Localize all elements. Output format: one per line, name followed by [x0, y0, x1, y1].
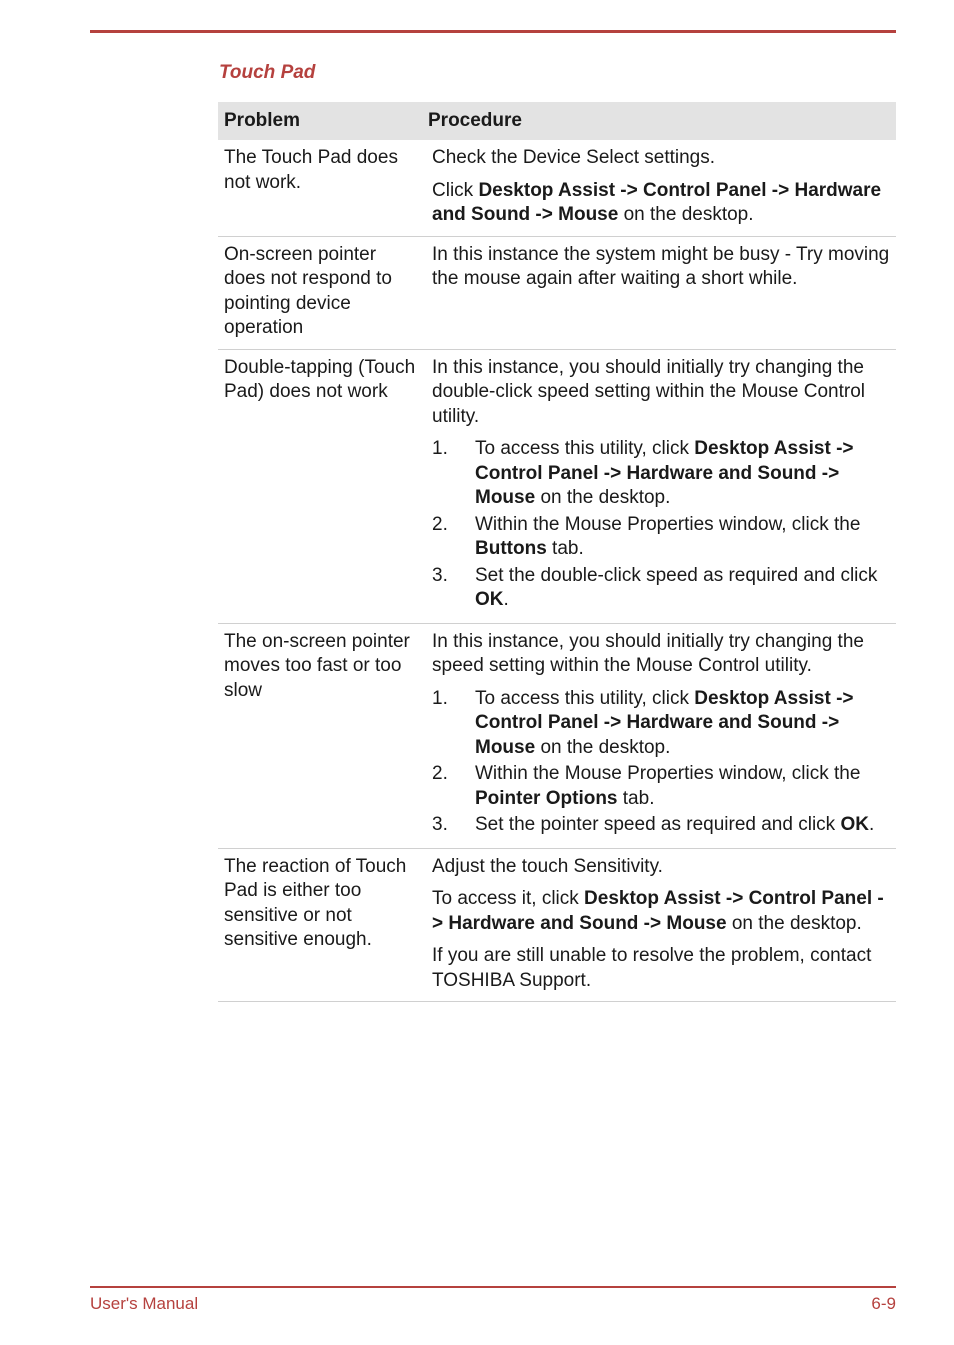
- footer-page-number: 6-9: [871, 1294, 896, 1313]
- header-procedure: Procedure: [422, 102, 896, 140]
- procedure-cell: [422, 623, 896, 848]
- procedure-text: If you are still unable to resolve the problem, contact TOSHIBA Support.: [432, 945, 872, 991]
- procedure-cell: [422, 236, 896, 349]
- text-run: Set the pointer speed as required and click: [475, 814, 841, 835]
- procedure-text: Check the Device Select settings.: [432, 147, 716, 168]
- section-title: Touch Pad: [219, 62, 316, 83]
- procedure-text: In this instance, you should initially try changing the double-click speed setting within the Mouse Control utility.: [432, 356, 866, 427]
- table-header-row: [218, 102, 896, 140]
- menu-path: Desktop Assist -> Control Panel -> Hardware and Sound -> Mouse: [432, 888, 884, 934]
- step-number: 3.: [432, 814, 448, 835]
- table-row: [218, 848, 896, 1002]
- text-run: on the desktop.: [726, 912, 862, 934]
- problem-cell: The Touch Pad does not work.: [218, 140, 422, 236]
- procedure-cell: [422, 848, 896, 1002]
- tab-name: Pointer Options: [475, 787, 618, 809]
- text-run: .: [503, 589, 509, 610]
- step-number: 1.: [432, 687, 448, 709]
- step-item: [432, 564, 892, 613]
- text-run: tab.: [546, 538, 584, 559]
- problem-cell: Double-tapping (Touch Pad) does not work: [218, 349, 422, 623]
- tab-name: Buttons: [475, 538, 547, 559]
- problem-cell: The on-screen pointer moves too fast or too slow: [218, 623, 422, 848]
- troubleshooting-table: [218, 102, 896, 1002]
- step-number: 2.: [432, 763, 448, 784]
- footer-manual-title: User's Manual: [90, 1294, 199, 1313]
- text-run: Within the Mouse Properties window, click the: [475, 763, 861, 784]
- bottom-rule: [90, 1286, 896, 1288]
- button-name: OK: [840, 814, 869, 835]
- problem-cell: On-screen pointer does not respond to pointing device operation: [218, 236, 422, 349]
- step-item: [432, 813, 892, 838]
- text-run: on the desktop.: [535, 736, 671, 758]
- menu-path: Desktop Assist -> Control Panel -> Hardware and Sound -> Mouse: [432, 179, 882, 225]
- text-run: To access this utility, click: [475, 687, 695, 709]
- step-item: [432, 437, 892, 511]
- problem-cell: The reaction of Touch Pad is either too sensitive or not sensitive enough.: [218, 848, 422, 1002]
- button-name: OK: [475, 589, 504, 610]
- text-run: Click: [432, 179, 479, 201]
- menu-path: Desktop Assist -> Control Panel -> Hardware and Sound -> Mouse: [475, 687, 854, 758]
- text-run: To access it, click: [432, 888, 585, 909]
- text-run: To access this utility, click: [475, 438, 695, 459]
- table-row: [218, 236, 896, 349]
- text-run: on the desktop.: [535, 487, 671, 508]
- text-run: tab.: [617, 787, 655, 809]
- procedure-text: In this instance the system might be busy - Try moving the mouse again after waiting a short while.: [432, 243, 890, 289]
- step-number: 3.: [432, 564, 448, 586]
- step-item: [432, 687, 892, 761]
- top-rule: [90, 30, 896, 33]
- text-run: .: [868, 814, 875, 835]
- menu-path: Desktop Assist -> Control Panel -> Hardware and Sound -> Mouse: [475, 438, 854, 508]
- header-problem: Problem: [218, 102, 422, 140]
- procedure-text: [432, 179, 892, 228]
- step-item: [432, 513, 892, 562]
- step-number: 2.: [432, 513, 448, 535]
- table-row: [218, 623, 896, 848]
- procedure-text: Adjust the touch Sensitivity.: [432, 855, 663, 877]
- steps-list: [432, 687, 892, 838]
- text-run: Set the double-click speed as required and click: [475, 564, 878, 586]
- table-row: [218, 349, 896, 623]
- procedure-cell: [422, 140, 896, 236]
- procedure-text: In this instance, you should initially try changing the speed setting within the Mouse Control utility.: [432, 630, 864, 676]
- procedure-cell: [422, 349, 896, 623]
- text-run: on the desktop.: [618, 204, 754, 225]
- procedure-text: [432, 887, 892, 936]
- step-number: 1.: [432, 438, 448, 459]
- steps-list: [432, 437, 892, 613]
- table-row: [218, 140, 896, 236]
- text-run: Within the Mouse Properties window, click the: [475, 513, 861, 535]
- step-item: [432, 762, 892, 811]
